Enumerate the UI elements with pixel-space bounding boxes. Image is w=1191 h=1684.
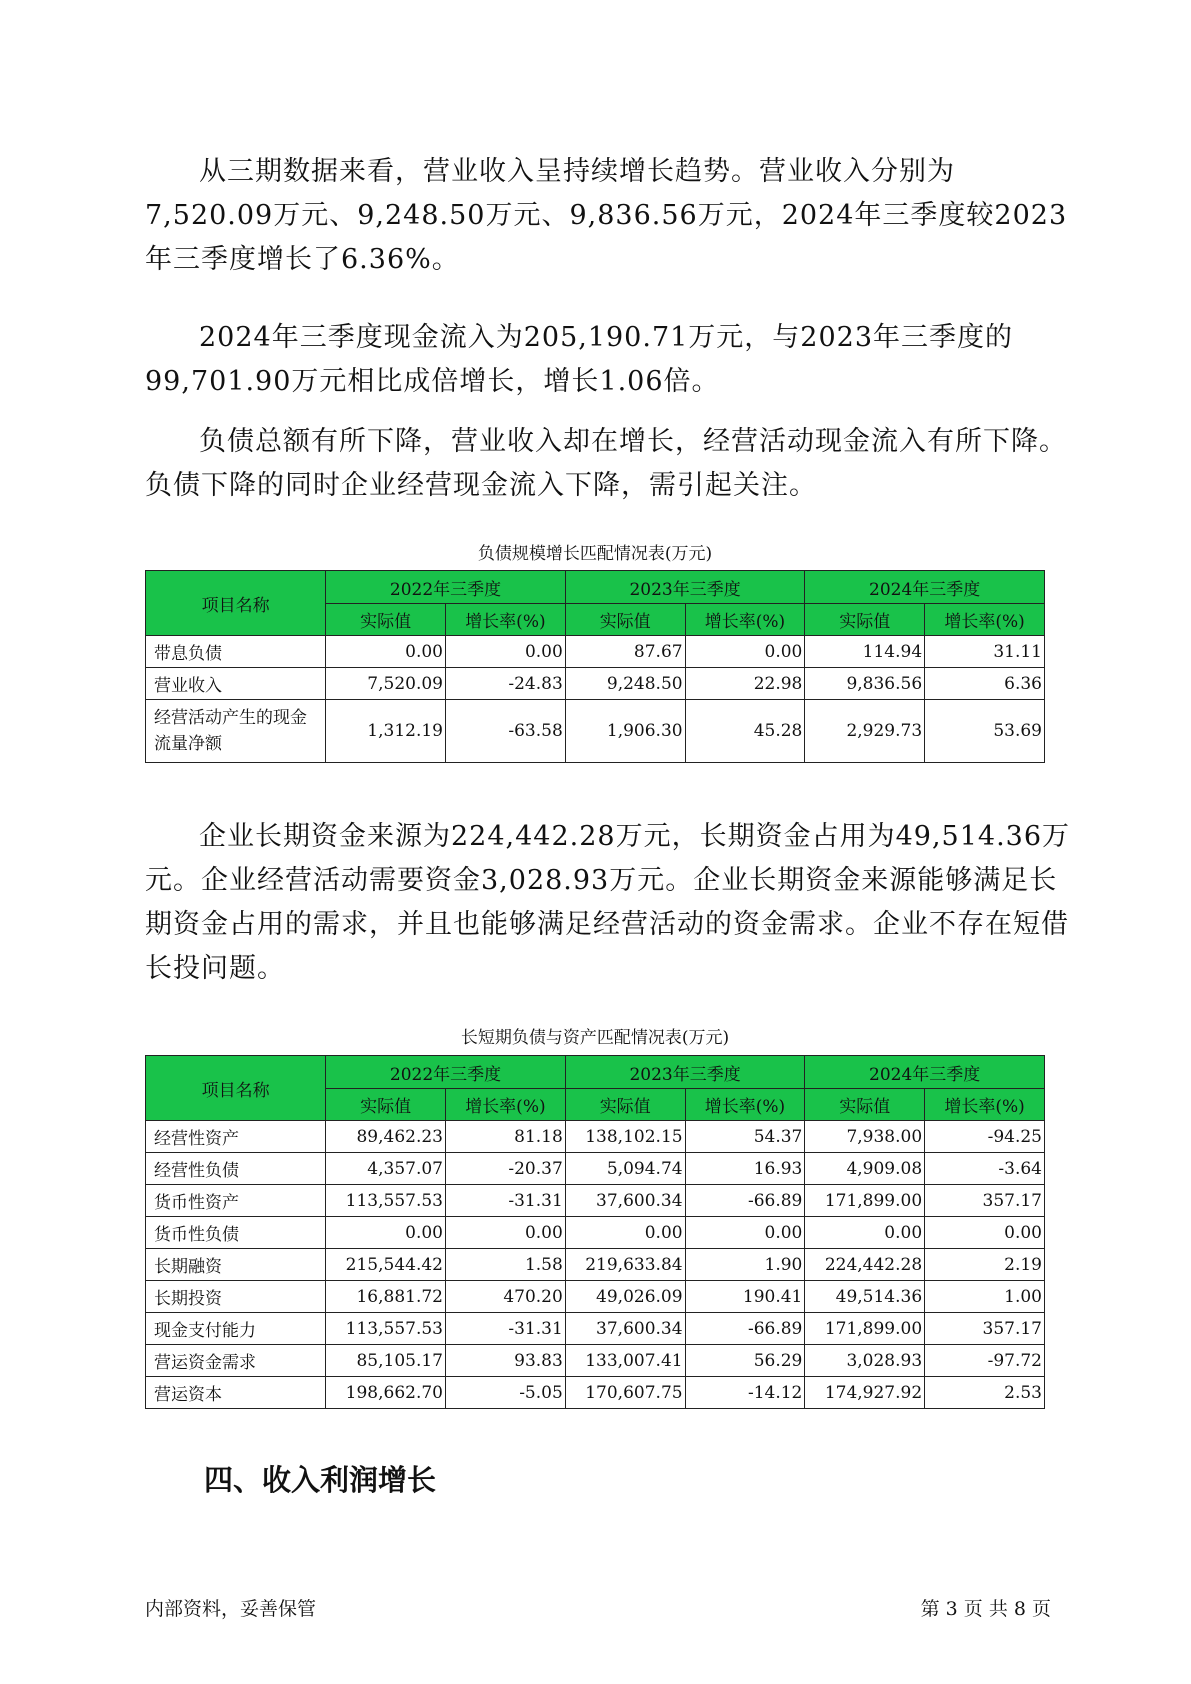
cell-value: 16,881.72 bbox=[326, 1281, 446, 1313]
cell-value: 37,600.34 bbox=[565, 1185, 685, 1217]
cell-value: -5.05 bbox=[446, 1377, 566, 1409]
table-row bbox=[146, 636, 1045, 668]
cell-value: -20.37 bbox=[446, 1153, 566, 1185]
cell-value: 171,899.00 bbox=[805, 1185, 925, 1217]
table-row bbox=[146, 1249, 1045, 1281]
row-name: 货币性资产 bbox=[146, 1185, 326, 1217]
cell-value: -66.89 bbox=[685, 1185, 805, 1217]
cell-value: 1,312.19 bbox=[326, 700, 446, 763]
actual-value-header: 实际值 bbox=[805, 1089, 925, 1121]
actual-value-header: 实际值 bbox=[805, 604, 925, 636]
cell-value: 133,007.41 bbox=[565, 1345, 685, 1377]
cell-value: -3.64 bbox=[925, 1153, 1045, 1185]
cell-value: 22.98 bbox=[685, 668, 805, 700]
cell-value: 113,557.53 bbox=[326, 1185, 446, 1217]
paragraph-cash-inflow: 2024年三季度现金流入为205,190.71万元，与2023年三季度的99,701.90万元相比成倍增长，增长1.06倍。 bbox=[145, 322, 1014, 397]
row-name: 营业收入 bbox=[146, 668, 326, 700]
period-header: 2023年三季度 bbox=[565, 1056, 805, 1089]
cell-value: 53.69 bbox=[925, 700, 1045, 763]
period-header: 2022年三季度 bbox=[326, 1056, 566, 1089]
cell-value: 49,514.36 bbox=[805, 1281, 925, 1313]
cell-value: -31.31 bbox=[446, 1185, 566, 1217]
cell-value: 215,544.42 bbox=[326, 1249, 446, 1281]
cell-value: 87.67 bbox=[565, 636, 685, 668]
paragraph-debt-decline: 负债总额有所下降，营业收入却在增长，经营活动现金流入有所下降。负债下降的同时企业经营现金流入下降，需引起关注。 bbox=[145, 426, 1067, 501]
cell-value: 190.41 bbox=[685, 1281, 805, 1313]
cell-value: 138,102.15 bbox=[565, 1121, 685, 1153]
period-header: 2024年三季度 bbox=[805, 1056, 1045, 1089]
cell-value: 89,462.23 bbox=[326, 1121, 446, 1153]
cell-value: 45.28 bbox=[685, 700, 805, 763]
growth-rate-header: 增长率(%) bbox=[446, 1089, 566, 1121]
row-name: 现金支付能力 bbox=[146, 1313, 326, 1345]
cell-value: -66.89 bbox=[685, 1313, 805, 1345]
cell-value: 4,909.08 bbox=[805, 1153, 925, 1185]
cell-value: 16.93 bbox=[685, 1153, 805, 1185]
table-row bbox=[146, 668, 1045, 700]
growth-rate-header: 增长率(%) bbox=[925, 604, 1045, 636]
cell-value: 81.18 bbox=[446, 1121, 566, 1153]
period-header: 2024年三季度 bbox=[805, 571, 1045, 604]
row-name: 经营性资产 bbox=[146, 1121, 326, 1153]
cell-value: 49,026.09 bbox=[565, 1281, 685, 1313]
row-name: 营运资本 bbox=[146, 1377, 326, 1409]
cell-value: 37,600.34 bbox=[565, 1313, 685, 1345]
table-row bbox=[146, 1185, 1045, 1217]
table-row bbox=[146, 1281, 1045, 1313]
cell-value: 174,927.92 bbox=[805, 1377, 925, 1409]
paragraph-long-term-funds: 企业长期资金来源为224,442.28万元，长期资金占用为49,514.36万元。企业经营活动需要资金3,028.93万元。企业长期资金来源能够满足长期资金占用的需求，并且也能够满足经营活动的资金需求。企业不存在短借长投问题。 bbox=[145, 821, 1071, 984]
cell-value: 56.29 bbox=[685, 1345, 805, 1377]
table2-caption: 长短期负债与资产匹配情况表(万元) bbox=[460, 1028, 730, 1048]
liability-asset-match-table bbox=[145, 1055, 1045, 1409]
cell-value: 3,028.93 bbox=[805, 1345, 925, 1377]
cell-value: -63.58 bbox=[446, 700, 566, 763]
period-header: 2022年三季度 bbox=[326, 571, 566, 604]
cell-value: 224,442.28 bbox=[805, 1249, 925, 1281]
table-row bbox=[146, 1313, 1045, 1345]
cell-value: 6.36 bbox=[925, 668, 1045, 700]
growth-rate-header: 增长率(%) bbox=[925, 1089, 1045, 1121]
cell-value: 9,836.56 bbox=[805, 668, 925, 700]
cell-value: 1.00 bbox=[925, 1281, 1045, 1313]
cell-value: 2.19 bbox=[925, 1249, 1045, 1281]
cell-value: 0.00 bbox=[685, 636, 805, 668]
cell-value: 85,105.17 bbox=[326, 1345, 446, 1377]
actual-value-header: 实际值 bbox=[565, 1089, 685, 1121]
cell-value: 5,094.74 bbox=[565, 1153, 685, 1185]
item-name-header: 项目名称 bbox=[146, 1056, 326, 1121]
row-name: 营运资金需求 bbox=[146, 1345, 326, 1377]
row-name: 经营活动产生的现金流量净额 bbox=[146, 700, 326, 763]
cell-value: 7,938.00 bbox=[805, 1121, 925, 1153]
row-name: 经营性负债 bbox=[146, 1153, 326, 1185]
cell-value: 54.37 bbox=[685, 1121, 805, 1153]
footer-page-number: 第 3 页 共 8 页 bbox=[920, 1598, 1051, 1620]
actual-value-header: 实际值 bbox=[326, 1089, 446, 1121]
table-row bbox=[146, 1377, 1045, 1409]
cell-value: 470.20 bbox=[446, 1281, 566, 1313]
cell-value: 31.11 bbox=[925, 636, 1045, 668]
cell-value: 170,607.75 bbox=[565, 1377, 685, 1409]
footer-confidential-note: 内部资料，妥善保管 bbox=[145, 1598, 317, 1620]
cell-value: 219,633.84 bbox=[565, 1249, 685, 1281]
cell-value: -24.83 bbox=[446, 668, 566, 700]
cell-value: 1.58 bbox=[446, 1249, 566, 1281]
row-name: 带息负债 bbox=[146, 636, 326, 668]
actual-value-header: 实际值 bbox=[565, 604, 685, 636]
cell-value: 0.00 bbox=[805, 1217, 925, 1249]
paragraph-revenue-trend: 从三期数据来看，营业收入呈持续增长趋势。营业收入分别为7,520.09万元、9,248.50万元、9,836.56万元，2024年三季度较2023年三季度增长了6.36%。 bbox=[145, 156, 1068, 275]
cell-value: 0.00 bbox=[446, 1217, 566, 1249]
cell-value: 0.00 bbox=[446, 636, 566, 668]
cell-value: 93.83 bbox=[446, 1345, 566, 1377]
cell-value: 114.94 bbox=[805, 636, 925, 668]
actual-value-header: 实际值 bbox=[326, 604, 446, 636]
cell-value: 0.00 bbox=[565, 1217, 685, 1249]
row-name: 长期投资 bbox=[146, 1281, 326, 1313]
cell-value: -94.25 bbox=[925, 1121, 1045, 1153]
cell-value: 0.00 bbox=[685, 1217, 805, 1249]
cell-value: 357.17 bbox=[925, 1313, 1045, 1345]
table-row bbox=[146, 1217, 1045, 1249]
table1-caption: 负债规模增长匹配情况表(万元) bbox=[477, 544, 713, 564]
table-row bbox=[146, 700, 1045, 763]
cell-value: 4,357.07 bbox=[326, 1153, 446, 1185]
cell-value: 0.00 bbox=[925, 1217, 1045, 1249]
cell-value: 1.90 bbox=[685, 1249, 805, 1281]
cell-value: 0.00 bbox=[326, 636, 446, 668]
cell-value: 1,906.30 bbox=[565, 700, 685, 763]
cell-value: 171,899.00 bbox=[805, 1313, 925, 1345]
cell-value: 9,248.50 bbox=[565, 668, 685, 700]
debt-growth-match-table bbox=[145, 570, 1045, 763]
cell-value: 2,929.73 bbox=[805, 700, 925, 763]
section-heading: 四、收入利润增长 bbox=[204, 1463, 437, 1497]
growth-rate-header: 增长率(%) bbox=[446, 604, 566, 636]
cell-value: 0.00 bbox=[326, 1217, 446, 1249]
cell-value: -97.72 bbox=[925, 1345, 1045, 1377]
row-name: 长期融资 bbox=[146, 1249, 326, 1281]
cell-value: -14.12 bbox=[685, 1377, 805, 1409]
period-header: 2023年三季度 bbox=[565, 571, 805, 604]
cell-value: -31.31 bbox=[446, 1313, 566, 1345]
growth-rate-header: 增长率(%) bbox=[685, 1089, 805, 1121]
table-row bbox=[146, 1345, 1045, 1377]
item-name-header: 项目名称 bbox=[146, 571, 326, 636]
cell-value: 357.17 bbox=[925, 1185, 1045, 1217]
cell-value: 198,662.70 bbox=[326, 1377, 446, 1409]
growth-rate-header: 增长率(%) bbox=[685, 604, 805, 636]
cell-value: 113,557.53 bbox=[326, 1313, 446, 1345]
cell-value: 2.53 bbox=[925, 1377, 1045, 1409]
row-name: 货币性负债 bbox=[146, 1217, 326, 1249]
cell-value: 7,520.09 bbox=[326, 668, 446, 700]
table-row bbox=[146, 1153, 1045, 1185]
table-row bbox=[146, 1121, 1045, 1153]
